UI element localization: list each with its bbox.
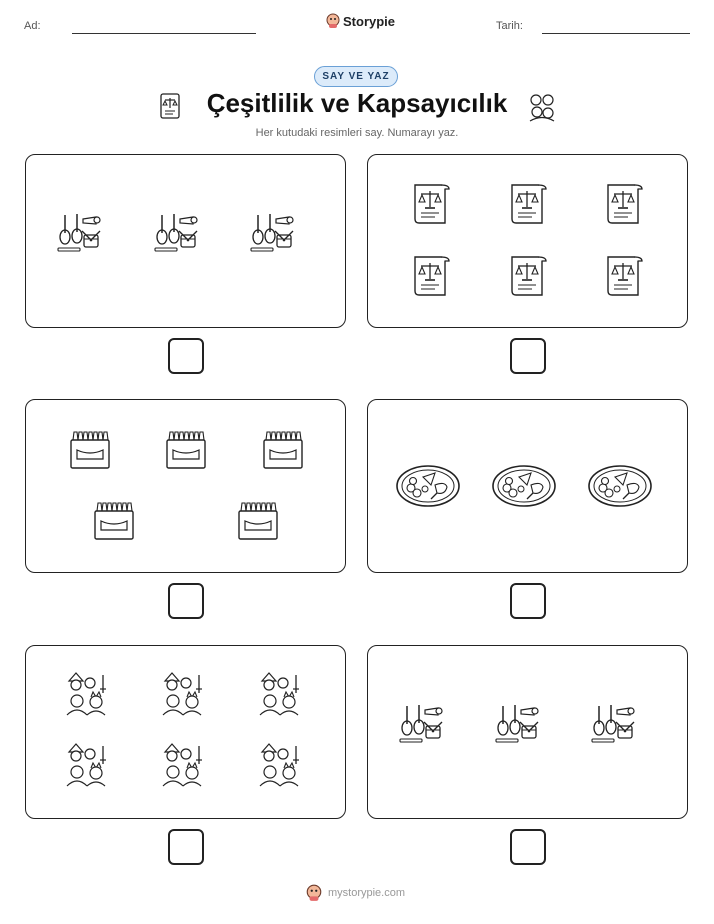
page-title: Çeşitlilik ve Kapsayıcılık	[206, 88, 508, 118]
music-instruments-icon	[153, 209, 199, 255]
activity-badge: SAY VE YAZ	[314, 66, 398, 87]
date-line[interactable]	[542, 33, 690, 34]
crayon-box-icon	[91, 497, 137, 543]
brand-name: Storypie	[343, 13, 396, 29]
answer-box-3[interactable]	[168, 583, 204, 619]
name-label: Ad:	[24, 20, 41, 32]
law-document-icon	[600, 181, 646, 227]
food-plate-icon	[395, 463, 461, 509]
diverse-people-group-icon	[63, 671, 109, 717]
music-instruments-icon	[398, 700, 444, 746]
food-plate-icon	[491, 463, 557, 509]
answer-box-5[interactable]	[168, 829, 204, 865]
diverse-people-group-icon	[63, 742, 109, 788]
law-document-icon	[407, 181, 453, 227]
mascot-icon	[306, 884, 322, 902]
diverse-people-group-icon	[159, 742, 205, 788]
answer-box-4[interactable]	[510, 583, 546, 619]
answer-box-6[interactable]	[510, 829, 546, 865]
music-instruments-icon	[590, 700, 636, 746]
crayon-box-icon	[260, 426, 306, 472]
footer	[306, 884, 405, 902]
food-plate-icon	[587, 463, 653, 509]
mascot-icon	[326, 13, 340, 29]
music-instruments-icon	[56, 209, 102, 255]
diverse-people-group-icon	[159, 671, 205, 717]
music-instruments-icon	[494, 700, 540, 746]
crayon-box-icon	[235, 497, 281, 543]
law-document-icon	[600, 253, 646, 299]
law-document-icon	[504, 181, 550, 227]
instructions: Her kutudaki resimleri say. Numarayı yaz.	[255, 127, 459, 139]
footer-url[interactable]: mystorypie.com	[328, 887, 406, 899]
law-document-icon	[407, 253, 453, 299]
law-document-icon	[504, 253, 550, 299]
crayon-box-icon	[163, 426, 209, 472]
answer-box-2[interactable]	[510, 338, 546, 374]
diverse-people-group-icon	[256, 671, 302, 717]
answer-box-1[interactable]	[168, 338, 204, 374]
brand-logo	[326, 13, 395, 29]
crayon-box-icon	[67, 426, 113, 472]
music-instruments-icon	[249, 209, 295, 255]
diverse-people-group-icon	[527, 92, 557, 122]
date-label: Tarih:	[496, 20, 523, 32]
name-line[interactable]	[72, 33, 256, 34]
diverse-people-group-icon	[256, 742, 302, 788]
